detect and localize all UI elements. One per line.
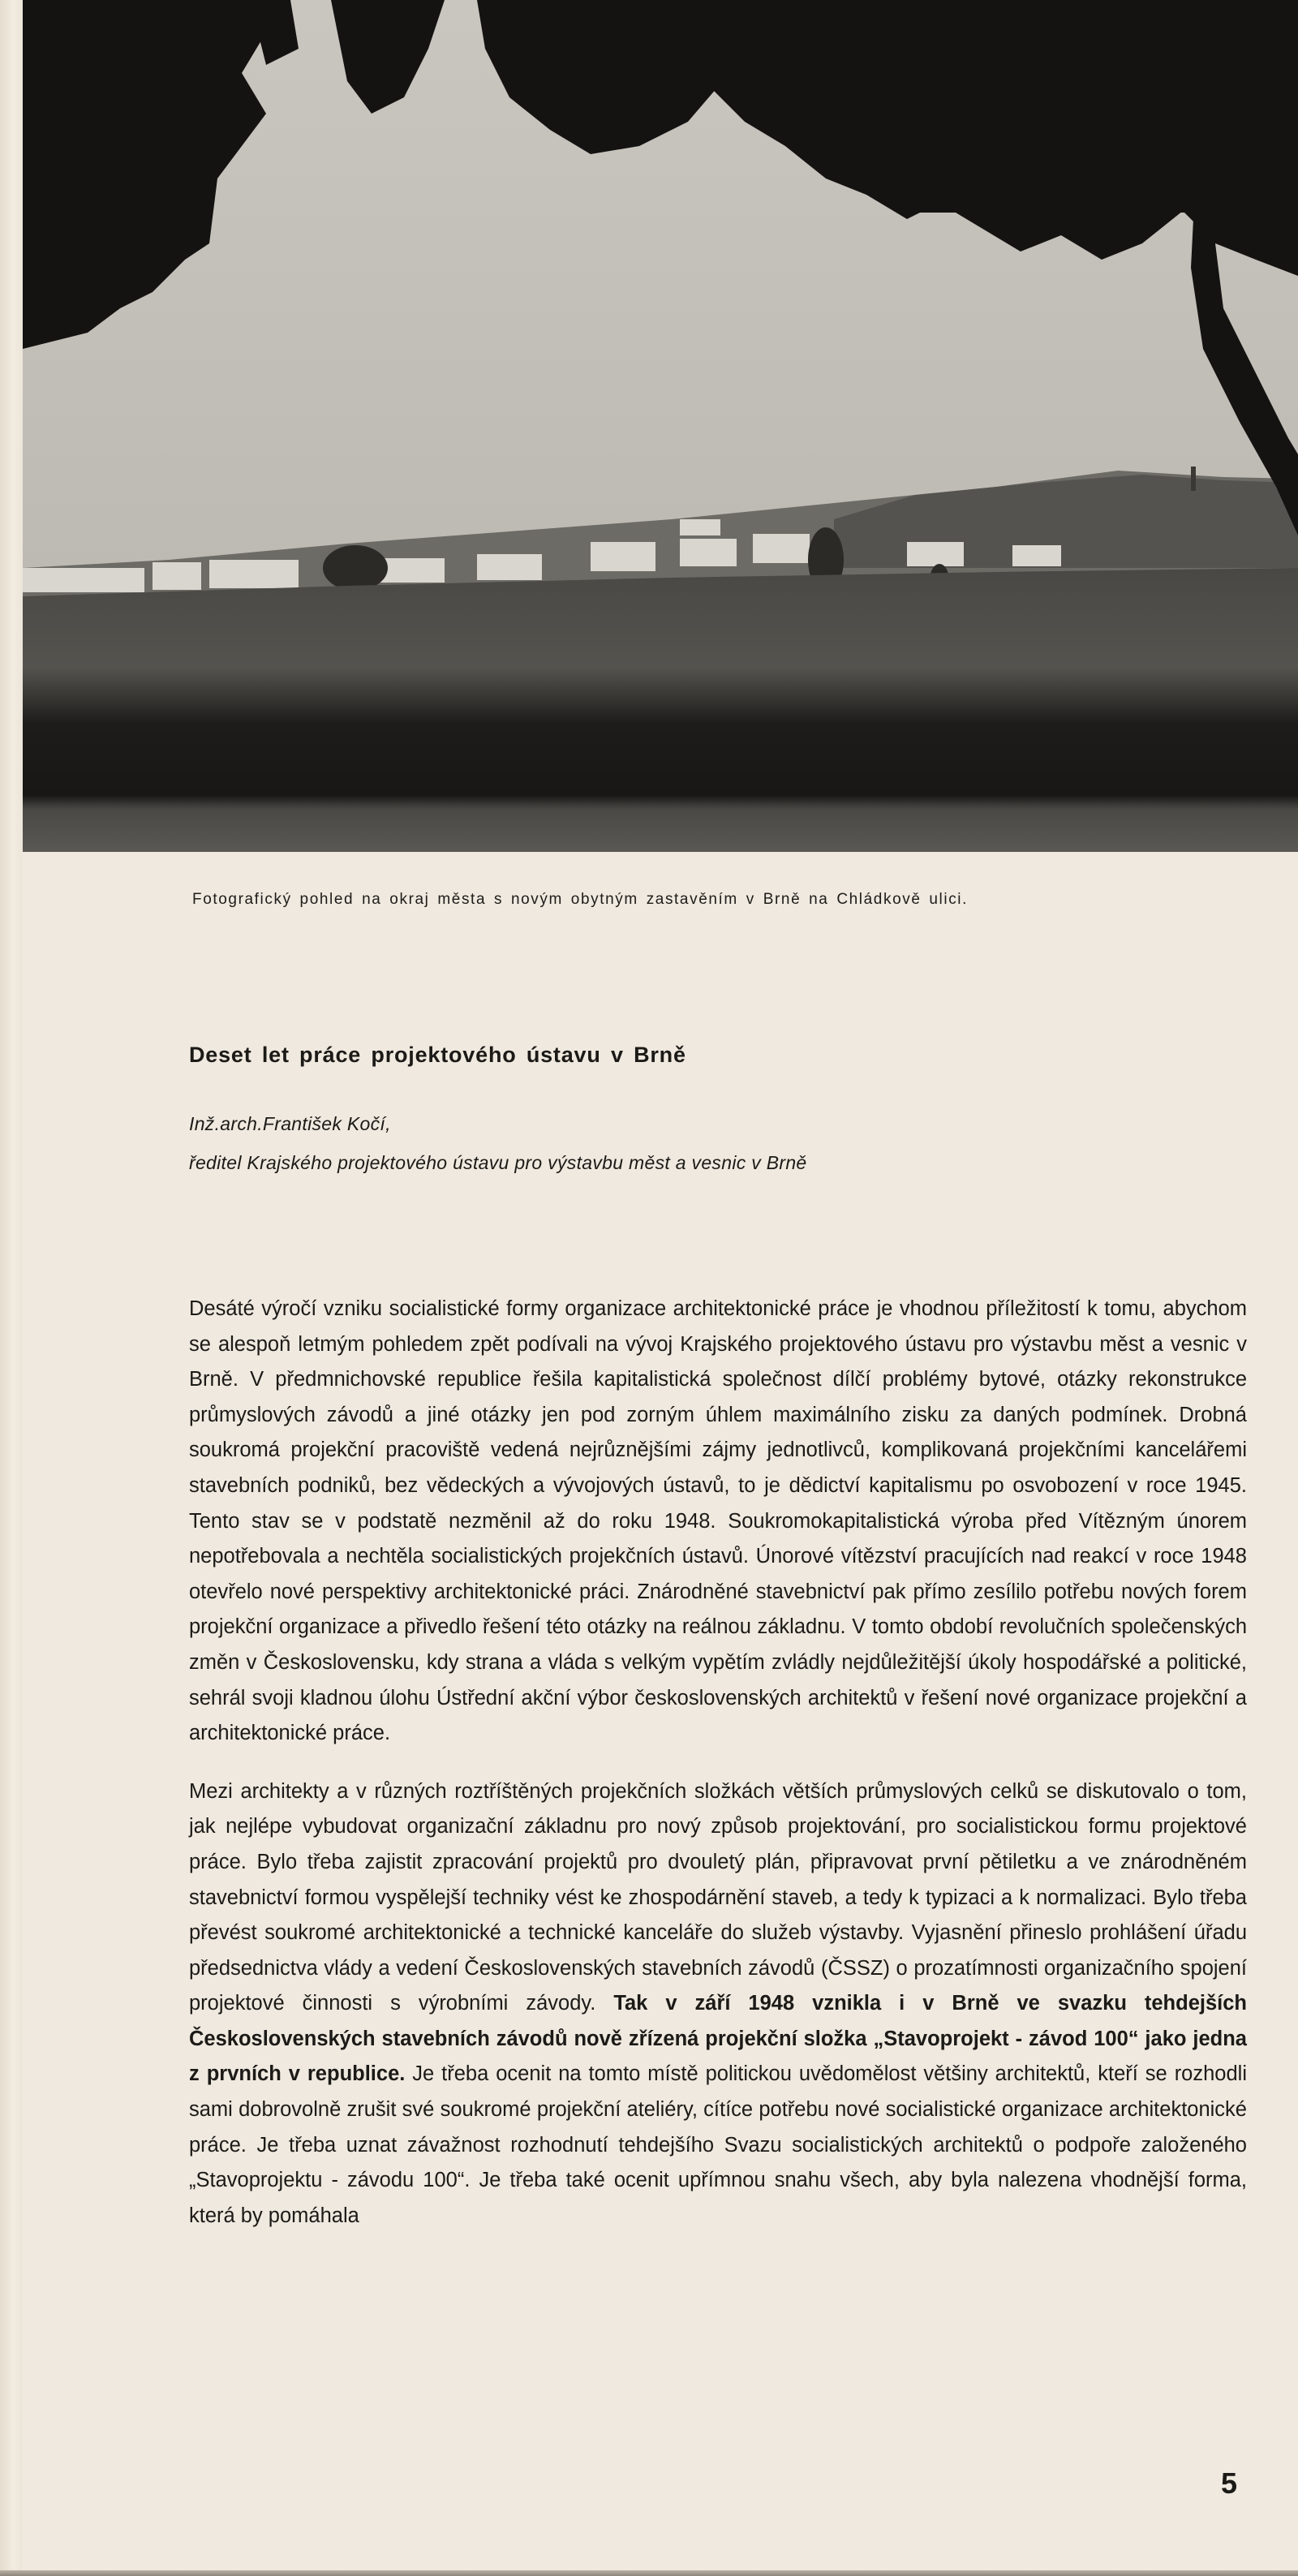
page-number: 5 [1221,2466,1238,2500]
paragraph-2-text-b: Je třeba ocenit na tomto místě politickou uvědomělost většiny architektů, kteří se rozhodli sami dobrovolně zrušit své soukromé projekční ateliéry, cítíce potřebu nové socialistické organizace architektonické práce. Je třeba uznat závažnost rozhodnutí tehdejšího Svazu socialistických architektů o podpoře založeného „Stavoprojektu - závodu 100“. Je třeba také ocenit upřímnou snahu všech, aby byla nalezena vhodnější forma, která by pomáhala [189,2062,1247,2227]
landscape-photo [23,0,1298,852]
author-role: ředitel Krajského projektového ústavu pro výstavbu měst a vesnic v Brně [189,1152,807,1173]
article-body [189,1292,1247,2256]
paragraph-1-text: Desáté výročí vzniku socialistické formy organizace architektonické práce je vhodnou příležitostí k tomu, abychom se alespoň letmým pohledem zpět podívali na vývoj Krajského projektového ústavu pro výstavbu měst a vesnic v Brně. V předmnichovské republice řešila kapitalistická společnost dílčí problémy bytové, otázky rekonstrukce průmyslových závodů a jiné otázky jen pod zorným úhlem maximálního zisku za daných podmínek. Drobná soukromá projekční pracoviště vedená nejrůznějšími zájmy jednotlivců, komplikovaná projekčními kancelářemi stavebních podniků, bez vědeckých a vývojových ústavů, to je dědictví kapitalismu po osvobození v roce 1945. Tento stav se v podstatě nezměnil až do roku 1948. Soukromokapitalistická výroba před Vítězným únorem nepotřebovala a nechtěla socialistických projekčních ústavů. Únorové vítězství pracujících nad reakcí v roce 1948 otevřelo nové perspektivy architektonické práci. Znárodněné stavebnictví pak přímo zesílilo potřebu nových forem projekční organizace a přivedlo řešení této otázky na reálnou základnu. V tomto období revolučních společenských změn v Československu, kdy strana a vláda s velkým vypětím zvládly nejdůležitější úkoly hospodářské a politické, sehrál svoji kladnou úlohu Ústřední akční výbor československých architektů v řešení nové organizace projekční a architektonické práce. [189,1297,1247,1745]
book-spine-edge [0,0,23,2576]
paragraph-2 [189,1774,1247,2234]
author-name: Inž.arch.František Kočí, [189,1113,391,1134]
page-bottom-edge [0,2570,1298,2576]
paragraph-1 [189,1292,1247,1752]
article-title: Deset let práce projektového ústavu v Brně [189,1043,686,1067]
paragraph-2-text-a: Mezi architekty a v různých roztříštěných projekčních složkách větších průmyslových celků se diskutovalo o tom, jak nejlépe vybudovat organizační základnu pro nový způsob projektování, pro socialistickou formu projektové práce. Bylo třeba zajistit zpracování projektů pro dvouletý plán, připravovat první pětiletku a ve znárodněném stavebnictví formou vyspělejší techniky vést ke zhospodárnění staveb, a tedy k typizaci a k normalizaci. Bylo třeba převést soukromé architektonické a technické kanceláře do služeb výstavby. Vyjasnění přineslo prohlášení úřadu předsednictva vlády a vedení Československých stavebních závodů (ČSSZ) o prozatímnosti organizačního spojení projektové činnosti s výrobními závody. [189,1779,1247,2015]
landscape-photo-illustration [23,0,1298,852]
paragraph-2-bold-highlight: Tak v září 1948 vznikla i v Brně ve svazku tehdejších Československých stavebních závodů nově zřízená projekční složka „Stavoprojekt - závod 100“ jako jedna z prvních v republice. [189,1992,1247,2086]
photo-caption: Fotografický pohled na okraj města s novým obytným zastavěním v Brně na Chládkově ulici. [192,891,968,908]
